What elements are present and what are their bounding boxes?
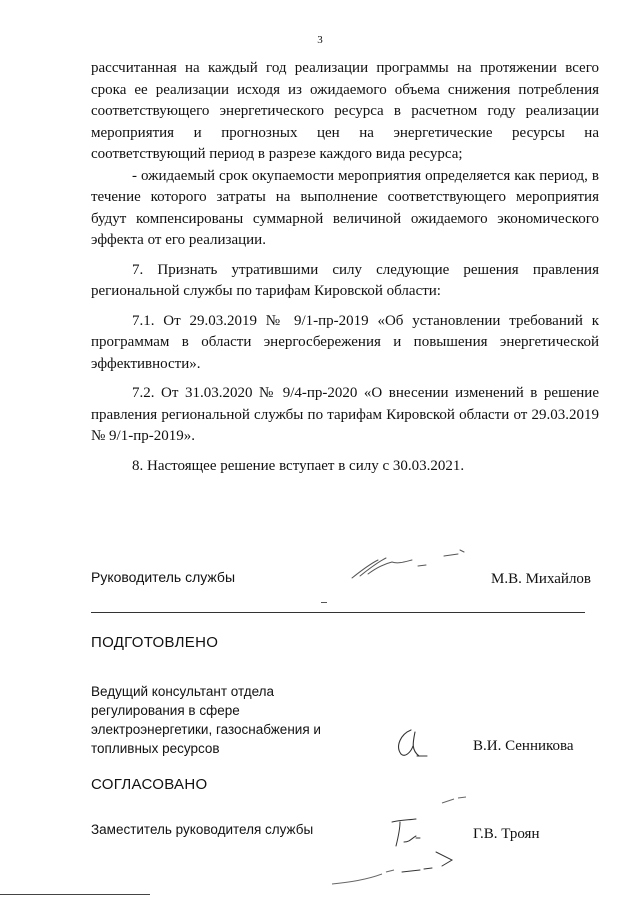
approved-heading: СОГЛАСОВАНО <box>91 776 208 793</box>
paragraph-item-7-1: 7.1. От 29.03.2019 № 9/1-пр-2019 «Об установлении требований к программам в области энергосбережения и повышения энергетической эффективности». <box>91 312 599 372</box>
paragraph-item-8: 8. Настоящее решение вступает в силу с 30.03.2021. <box>132 457 465 474</box>
head-title: Руководитель службы <box>91 569 236 585</box>
prepared-position-line: Ведущий консультант отдела <box>91 684 275 699</box>
head-name: М.В. Михайлов <box>491 571 592 587</box>
document-body <box>91 58 599 477</box>
paragraph-continuation: рассчитанная на каждый год реализации программы на протяжении всего срока ее реализации исходя из ожидаемого объема снижения потребления соответствующего энергетического ресурса в расчетном году реализации мероприятия и прогнозных цен на энергетические ресурсы на соответствующий период в разрезе каждого вида ресурса; <box>91 60 599 162</box>
separator-line <box>91 612 585 613</box>
prepared-position <box>91 682 351 758</box>
prepared-position-line: регулирования в сфере <box>91 703 240 718</box>
page-number: 3 <box>317 34 323 46</box>
paragraph-item-7-2: 7.2. От 31.03.2020 № 9/4-пр-2020 «О внесении изменений в решение правления региональной службы по тарифам Кировской области от 29.03.2019 № 9/1-пр-2019». <box>91 385 599 444</box>
separator-mark <box>321 602 327 603</box>
prepared-signature <box>393 726 437 762</box>
approved-mark <box>440 794 470 810</box>
prepared-position-line: электроэнергетики, газоснабжения и <box>91 722 321 737</box>
footer-line <box>0 894 150 895</box>
paragraph-payback-period: - ожидаемый срок окупаемости мероприятия определяется как период, в течение которого затраты на выполнение соответствующего мероприятия будут компенсированы суммарной величиной ожидаемого экономического эффекта от его реализации. <box>91 167 599 248</box>
prepared-name: В.И. Сенникова <box>473 738 574 754</box>
approved-signature <box>386 812 466 874</box>
prepared-position-line: топливных ресурсов <box>91 741 220 756</box>
approved-name: Г.В. Троян <box>473 826 540 842</box>
head-signature <box>348 548 468 582</box>
paragraph-item-7: 7. Признать утратившими силу следующие решения правления региональной службы по тарифам Кировской области: <box>91 261 599 299</box>
approved-position: Заместитель руководителя службы <box>91 822 314 837</box>
approved-signature-trail <box>330 866 400 891</box>
prepared-heading: ПОДГОТОВЛЕНО <box>91 634 219 651</box>
